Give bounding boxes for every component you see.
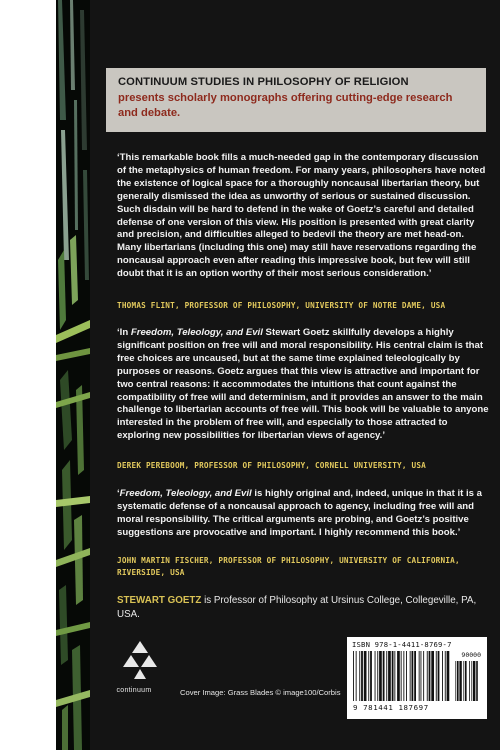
barcode-bar — [383, 651, 385, 701]
addon-bar — [457, 661, 459, 701]
barcode-bar — [379, 651, 382, 701]
addon-bar — [459, 661, 461, 701]
barcode-bar — [410, 651, 411, 701]
addon-bar — [473, 661, 475, 701]
barcode-bar — [419, 651, 420, 701]
addon-bar — [455, 661, 456, 701]
review-attribution-3: JOHN MARTIN FISCHER, PROFESSOR OF PHILOSOPHY, UNIVERSITY OF CALIFORNIA, RIVERSIDE, USA — [117, 556, 460, 577]
barcode-bar — [436, 651, 437, 701]
barcode-bar — [412, 651, 414, 701]
barcode-bar — [364, 651, 367, 701]
addon-bar — [465, 661, 467, 701]
series-info-box — [106, 68, 486, 132]
book-title-italic: Freedom, Teleology, and Evil — [119, 488, 252, 499]
barcode-bar — [421, 651, 422, 701]
publisher-name: continuum — [116, 687, 152, 694]
book-title-italic: Freedom, Teleology, and Evil — [130, 327, 263, 338]
barcode-bar — [359, 651, 360, 701]
barcode-bar — [353, 651, 354, 701]
barcode-bar — [423, 651, 424, 701]
price-code: 90000 — [461, 651, 481, 659]
series-subtitle: presents scholarly monographs offering cutting-edge research and debate. — [118, 92, 453, 119]
quote-open: ‘In — [117, 327, 131, 338]
barcode-bar — [377, 651, 378, 701]
review-quote-1-text: ‘This remarkable book fills a much-needed gap in the contemporary discussion of the metaphysics of human freedom. For many years, philosophers have noted the existence of logical space for a thoroughly noncausal libertarian theory, but generally dismissed the idea as unworthy of serious or sustained discussion. Such disdain will be hard to defend in the wake of Goetz’s careful and detailed defense of one version of this view. His position is presented with great clarity and precision, and difficulties alleged to bedevil the theory are met head-on. Many libertarians (including this one) may still have reservations regarding the noncausal approach even after reading this impressive book, but few will still doubt that it is an option worthy of their most serious consideration.’ — [117, 152, 486, 280]
review-quote-3-text: is highly original and, indeed, unique in that it is a systematic defense of a noncausal approach to agency, including free will and moral responsibility. The critical arguments are probing, and Goetz’s positive suggestions are provocative and important. I highly recommend this book.’ — [117, 488, 482, 538]
addon-bar — [463, 661, 464, 701]
cover-credit: Cover Image: Grass Blades © image100/Corbis — [180, 688, 341, 697]
barcode-bar — [403, 651, 404, 701]
barcode-bar — [356, 651, 357, 701]
review-attribution-2: DEREK PEREBOOM, PROFESSOR OF PHILOSOPHY, CORNELL UNIVERSITY, USA — [117, 461, 427, 470]
barcode-bar — [388, 651, 391, 701]
series-title: CONTINUUM STUDIES IN PHILOSOPHY OF RELIGION — [118, 76, 409, 88]
barcode-bar — [406, 651, 407, 701]
barcode-bar — [401, 651, 402, 701]
review-quote-2 — [117, 327, 489, 443]
addon-bar — [476, 661, 478, 701]
barcode — [347, 637, 487, 719]
barcode-bar — [427, 651, 428, 701]
barcode-bar — [397, 651, 400, 701]
addon-bar — [469, 661, 470, 701]
author-bio — [117, 594, 489, 621]
barcode-bar — [394, 651, 395, 701]
left-margin — [0, 0, 56, 750]
barcode-bar — [361, 651, 363, 701]
barcode-bar — [392, 651, 394, 701]
barcode-bar — [429, 651, 431, 701]
barcode-bar — [445, 651, 446, 701]
barcode-digits: 9 781441 187697 — [353, 703, 429, 712]
author-bio-text: is Professor of Philosophy at Ursinus College, Collegeville, PA, USA. — [117, 595, 477, 620]
barcode-bar — [386, 651, 387, 701]
grass-blades-image — [56, 0, 90, 750]
barcode-bar — [375, 651, 376, 701]
barcode-bar — [442, 651, 443, 701]
addon-bar — [471, 661, 472, 701]
isbn-number: ISBN 978-1-4411-8769-7 — [352, 640, 452, 649]
barcode-bar — [431, 651, 434, 701]
review-attribution-1: THOMAS FLINT, PROFESSOR OF PHILOSOPHY, UNIVERSITY OF NOTRE DAME, USA — [117, 301, 446, 310]
barcode-bar — [370, 651, 372, 701]
barcode-bar — [438, 651, 440, 701]
review-quote-3 — [117, 488, 489, 540]
quote-open: ‘ — [117, 488, 120, 499]
author-name: STEWART GOETZ — [117, 595, 202, 606]
review-quote-1 — [117, 152, 489, 281]
continuum-logo-icon — [110, 637, 170, 683]
barcode-bar — [368, 651, 369, 701]
barcode-bar — [414, 651, 416, 701]
barcode-bar — [447, 651, 450, 701]
review-quote-2-text: Stewart Goetz skillfully develops a highly significant position on free will and moral responsibility. His central claim is that free choices are uncaused, but at the same time explained teleologically by purposes or reasons. Goetz argues that this view is attractive and important for two central reasons: it accommodates the intuitions that count against the compatibility of free will and determinism, and it provides an answer to the main challenge to libertarian accounts of free will. This book will be valuable to anyone interested in the problem of free will, and especially to those attracted to exploring new possibilities for libertarian views of agency.’ — [117, 327, 489, 442]
